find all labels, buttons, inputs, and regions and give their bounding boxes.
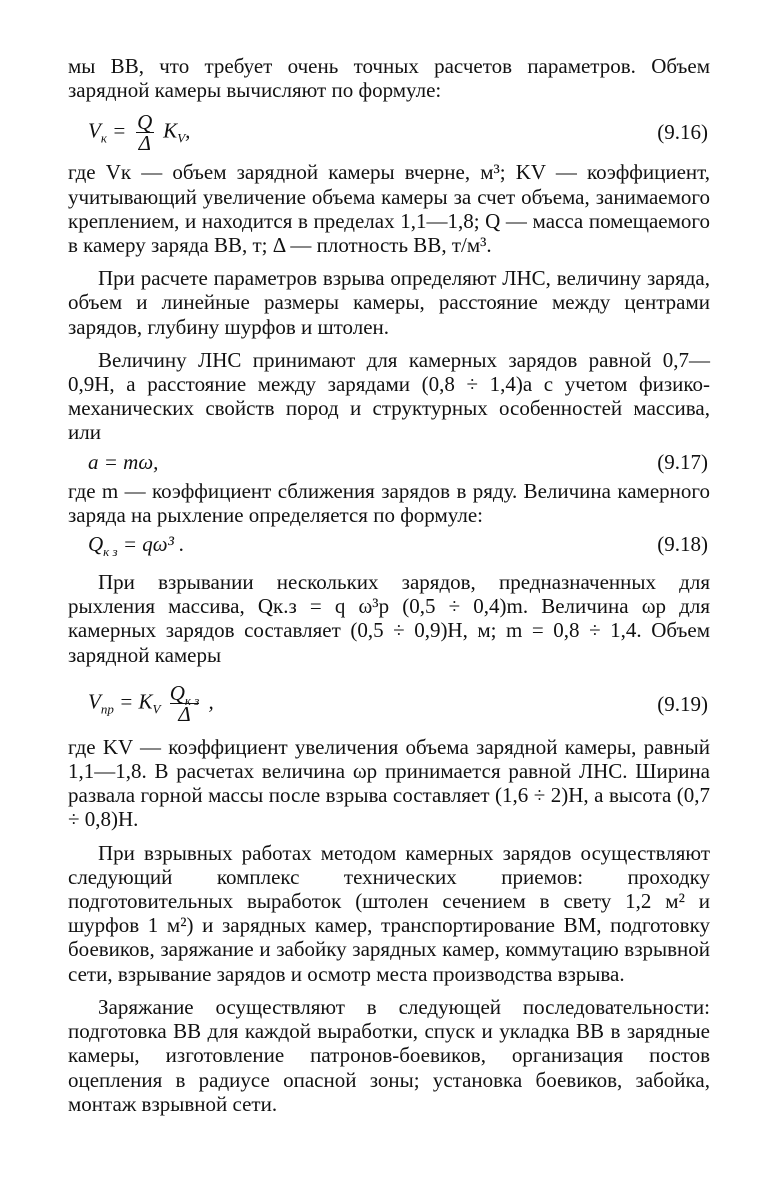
formula-number-9-16: (9.16) xyxy=(657,120,708,145)
formula-9-16-expression xyxy=(88,109,191,155)
formula-fraction xyxy=(169,681,200,727)
formula-fraction xyxy=(136,109,154,155)
formula-lhs-subscript: к xyxy=(100,130,107,146)
formula-equals: = xyxy=(112,118,127,143)
paragraph-lns: При расчете параметров взрыва определяют ЛНС, величину заряда, объем и линейные размеры камеры, расстояние между центрами зарядов, глубину шурфов и штолен. xyxy=(68,266,710,339)
paragraph-methods: При взрывных работах методом камерных зарядов осуществляют следующий комплекс технических приемов: проходку подготовительных выработок (штолен сечением в свету 1,2 м² и шурфов 1 м²) и зарядных камер, транспортирование ВМ, подготовку боевиков, заряжание и забойку зарядных камер, коммутацию взрывной сети, взрывание зарядов и осмотр места производства взрыва. xyxy=(68,840,710,986)
formula-factor-subscript: V xyxy=(177,130,186,146)
formula-factor: K xyxy=(138,689,153,714)
formula-tail: , xyxy=(185,118,191,143)
formula-9-18-expression xyxy=(88,531,185,560)
numerator-subscript: к з xyxy=(184,693,200,709)
paragraph-intro: мы ВВ, что требует очень точных расчетов параметров. Объем зарядной камеры вычисляют по формуле: xyxy=(68,54,710,103)
formula-factor-subscript: V xyxy=(152,701,161,717)
paragraph-where-9-19: где KV — коэффициент увеличения объема зарядной камеры, равный 1,1—1,8. В расчетах величина ωр принимается равной ЛНС. Ширина развала горной массы после взрыва составляет (1,6 ÷ 2)H, а высота (0,7 ÷ 0,8)H. xyxy=(68,734,710,832)
formula-9-19-expression xyxy=(88,681,214,727)
fraction-denominator: Δ xyxy=(170,703,200,724)
formula-9-18 xyxy=(68,527,710,561)
formula-lhs: V xyxy=(88,689,101,714)
fraction-numerator: Q xyxy=(137,109,153,134)
paragraph-where-9-16: где Vк — объем зарядной камеры вчерне, м³; KV — коэффициент, учитывающий увеличение объема камеры за счет объема, занимаемого креплением, и находится в пределах 1,1—1,8; Q — масса помещаемого в камеру заряда ВВ, т; Δ — плотность ВВ, т/м³. xyxy=(68,160,710,258)
paragraph-where-9-17: где m — коэффициент сближения зарядов в ряду. Величина камерного заряда на рыхление определяется по формуле: xyxy=(68,478,710,527)
fraction-denominator: Δ xyxy=(136,132,154,153)
fraction-numerator xyxy=(169,681,200,709)
formula-rhs: = qω³ . xyxy=(122,531,185,556)
formula-tail: , xyxy=(208,689,214,714)
formula-lhs: Q xyxy=(88,531,104,556)
numerator-symbol: Q xyxy=(169,681,185,706)
formula-9-17 xyxy=(68,445,710,479)
formula-number-9-19: (9.19) xyxy=(657,691,708,716)
formula-9-17-expression: a = mω, xyxy=(88,449,159,474)
formula-equals: = xyxy=(119,689,134,714)
formula-number-9-17: (9.17) xyxy=(657,449,708,474)
formula-9-19 xyxy=(68,673,710,735)
formula-lhs: V xyxy=(88,118,101,143)
formula-lhs-subscript: пр xyxy=(100,701,114,717)
paragraph-sequence: Заряжание осуществляют в следующей последовательности: подготовка ВВ для каждой выработки, спуск и укладка ВВ в зарядные камеры, изготовление патронов-боевиков, организация постов оцепления в радиусе опасной зоны; установка боевиков, забойка, монтаж взрывной сети. xyxy=(68,994,710,1116)
paragraph-multiple-charges: При взрывании нескольких зарядов, предназначенных для рыхления массива, Qк.з = q ω³р (0,5 ÷ 0,4)m. Величина ωр для камерных зарядов составляет (0,5 ÷ 0,9)H, м; m = 0,8 ÷ 1,4. Объем зарядной камеры xyxy=(68,570,710,667)
formula-lhs-subscript: к з xyxy=(103,544,118,560)
formula-number-9-18: (9.18) xyxy=(657,531,708,556)
formula-9-16 xyxy=(68,104,710,160)
formula-factor: K xyxy=(163,118,178,143)
paragraph-lns-value: Величину ЛНС принимают для камерных зарядов равной 0,7—0,9H, а расстояние между зарядами (0,8 ÷ 1,4)a с учетом физико-механических свойств пород и структурных особенностей массива, или xyxy=(68,347,710,445)
